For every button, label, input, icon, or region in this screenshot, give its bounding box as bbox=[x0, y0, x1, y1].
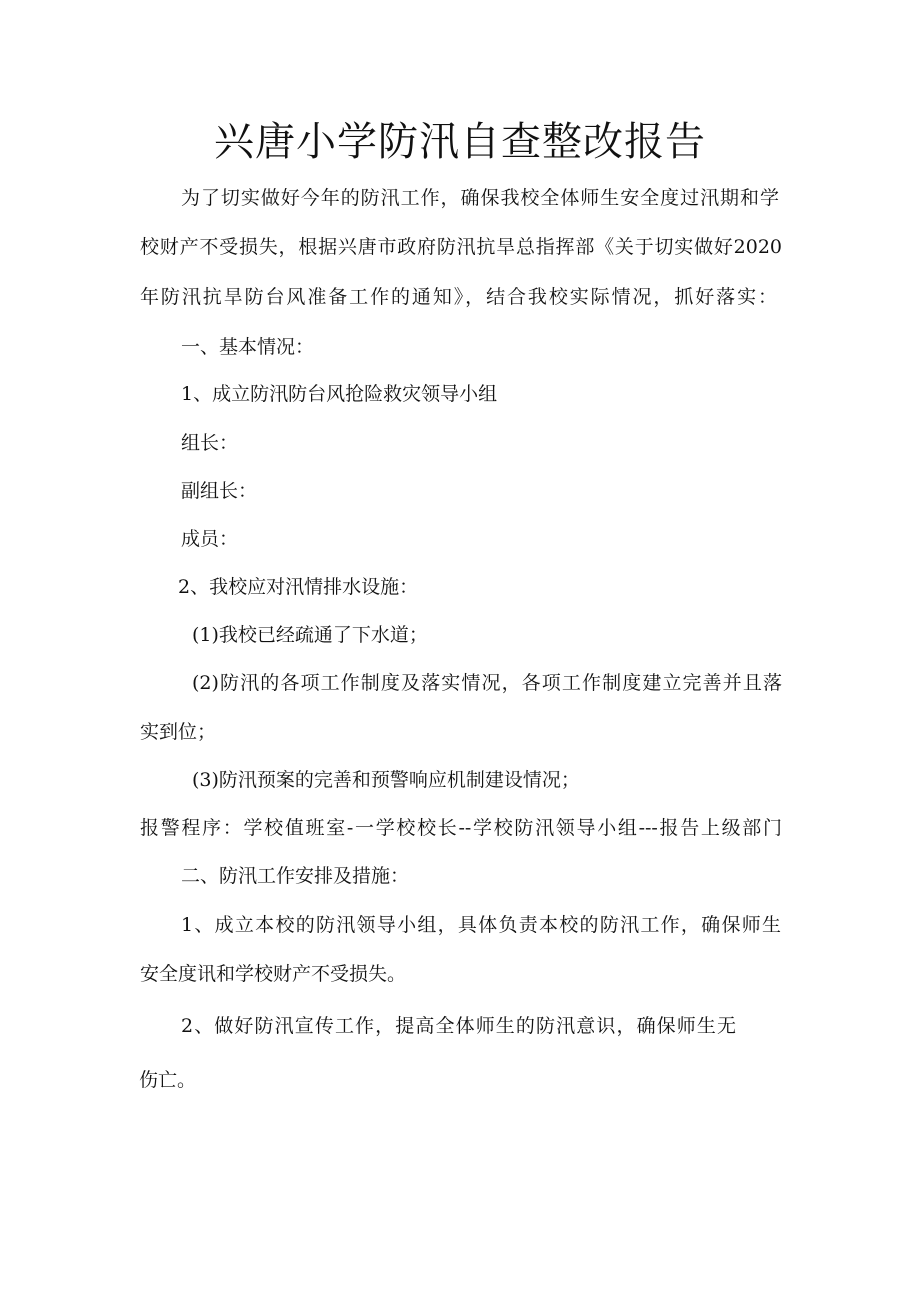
sub-item-2-line-2: 实到位； bbox=[140, 721, 217, 743]
measure-2-line-1: 2、做好防汛宣传工作，提高全体师生的防汛意识，确保师生无 bbox=[181, 1015, 736, 1037]
sub-item-1: (1)我校已经疏通了下水道； bbox=[192, 624, 428, 646]
item-1-heading: 1、成立防汛防台风抢险救灾领导小组 bbox=[181, 383, 498, 405]
sub-item-3: (3)防汛预案的完善和预警响应机制建设情况； bbox=[192, 769, 580, 791]
measure-1-line-2: 安全度讯和学校财产不受损失。 bbox=[140, 963, 407, 985]
leader-field: 组长： bbox=[181, 432, 239, 454]
intro-line-2: 校财产不受损失，根据兴唐市政府防汛抗旱总指挥部《关于切实做好2020 bbox=[140, 236, 782, 258]
measure-2-line-2: 伤亡。 bbox=[139, 1069, 197, 1091]
measure-1-line-1: 1、成立本校的防汛领导小组，具体负责本校的防汛工作，确保师生 bbox=[181, 914, 781, 936]
intro-line-3: 年防汛抗旱防台风准备工作的通知》，结合我校实际情况，抓好落实： bbox=[140, 286, 777, 308]
section-1-heading: 一、基本情况： bbox=[181, 336, 315, 358]
intro-line-1: 为了切实做好今年的防汛工作，确保我校全体师生安全度过汛期和学 bbox=[181, 187, 779, 209]
sub-item-2-line-1: (2)防汛的各项工作制度及落实情况，各项工作制度建立完善并且落 bbox=[192, 672, 782, 694]
item-2-heading: 2、我校应对汛情排水设施： bbox=[178, 576, 419, 598]
members-field: 成员： bbox=[181, 528, 239, 550]
deputy-leader-field: 副组长： bbox=[181, 480, 258, 502]
document-title: 兴唐小学防汛自查整改报告 bbox=[214, 119, 706, 165]
alarm-procedure: 报警程序：学校值班室-一学校校长--学校防汛领导小组---报告上级部门 bbox=[140, 817, 782, 839]
section-2-heading: 二、防汛工作安排及措施： bbox=[181, 865, 410, 887]
